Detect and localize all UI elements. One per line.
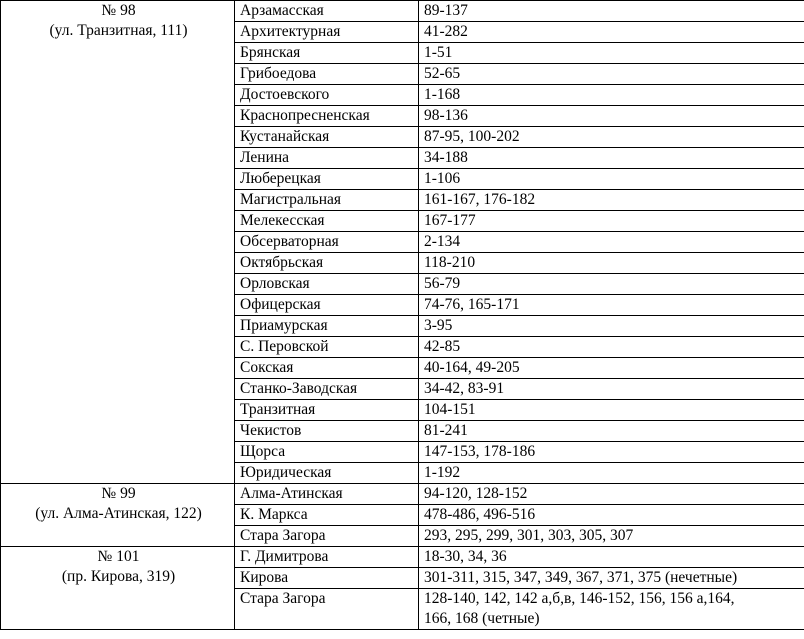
street-name: Транзитная	[235, 400, 419, 421]
house-numbers: 2-134	[419, 232, 804, 253]
street-name: Люберецкая	[235, 169, 419, 190]
street-name: Станко-Заводская	[235, 379, 419, 400]
house-numbers: 56-79	[419, 274, 804, 295]
street-name: Чекистов	[235, 421, 419, 442]
house-numbers: 40-164, 49-205	[419, 358, 804, 379]
house-numbers-line: 166, 168 (четные)	[424, 610, 540, 627]
street-name: Офицерская	[235, 295, 419, 316]
house-numbers: 1-192	[419, 463, 804, 484]
school-address: (ул. Транзитная, 111)	[49, 22, 188, 39]
street-name: Грибоедова	[235, 64, 419, 85]
school-number: № 98	[101, 2, 136, 19]
house-numbers: 104-151	[419, 400, 804, 421]
house-numbers	[419, 589, 804, 630]
street-name: Юридическая	[235, 463, 419, 484]
house-numbers: 94-120, 128-152	[419, 484, 804, 505]
table-row	[1, 547, 804, 568]
street-name: Стара Загора	[235, 589, 419, 630]
house-numbers: 89-137	[419, 1, 804, 22]
table-row	[1, 1, 804, 22]
house-numbers: 42-85	[419, 337, 804, 358]
house-numbers: 118-210	[419, 253, 804, 274]
school-number: № 101	[97, 548, 140, 565]
table-row	[1, 484, 804, 505]
house-numbers: 81-241	[419, 421, 804, 442]
street-name: Обсерваторная	[235, 232, 419, 253]
street-name: Орловская	[235, 274, 419, 295]
street-name: Г. Димитрова	[235, 547, 419, 568]
house-numbers: 3-95	[419, 316, 804, 337]
school-number: № 99	[101, 485, 136, 502]
house-numbers: 87-95, 100-202	[419, 127, 804, 148]
house-numbers: 1-106	[419, 169, 804, 190]
school-cell	[1, 1, 235, 484]
house-numbers: 293, 295, 299, 301, 303, 305, 307	[419, 526, 804, 547]
house-numbers: 18-30, 34, 36	[419, 547, 804, 568]
house-numbers: 478-486, 496-516	[419, 505, 804, 526]
school-cell	[1, 484, 235, 547]
school-address: (ул. Алма-Атинская, 122)	[35, 505, 202, 522]
street-name: Кирова	[235, 568, 419, 589]
street-name: Алма-Атинская	[235, 484, 419, 505]
school-address: (пр. Кирова, 319)	[61, 568, 176, 585]
house-numbers: 167-177	[419, 211, 804, 232]
street-name: Приамурская	[235, 316, 419, 337]
school-cell	[1, 547, 235, 630]
table-body	[1, 1, 804, 630]
street-name: Кустанайская	[235, 127, 419, 148]
house-numbers: 34-188	[419, 148, 804, 169]
house-numbers: 161-167, 176-182	[419, 190, 804, 211]
house-numbers-line: 128-140, 142, 142 а,б,в, 146-152, 156, 156 а,164,	[424, 590, 735, 607]
street-name: Арзамасская	[235, 1, 419, 22]
street-name: Ленина	[235, 148, 419, 169]
street-name: Магистральная	[235, 190, 419, 211]
house-numbers: 1-51	[419, 43, 804, 64]
street-name: С. Перовской	[235, 337, 419, 358]
house-numbers: 1-168	[419, 85, 804, 106]
street-name: Октябрьская	[235, 253, 419, 274]
street-name: Сокская	[235, 358, 419, 379]
street-name: Стара Загора	[235, 526, 419, 547]
house-numbers: 34-42, 83-91	[419, 379, 804, 400]
street-name: К. Маркса	[235, 505, 419, 526]
street-name: Брянская	[235, 43, 419, 64]
street-name: Щорса	[235, 442, 419, 463]
house-numbers: 41-282	[419, 22, 804, 43]
street-name: Архитектурная	[235, 22, 419, 43]
house-numbers: 98-136	[419, 106, 804, 127]
street-name: Краснопресненская	[235, 106, 419, 127]
house-numbers: 74-76, 165-171	[419, 295, 804, 316]
house-numbers: 301-311, 315, 347, 349, 367, 371, 375 (нечетные)	[419, 568, 804, 589]
house-numbers: 147-153, 178-186	[419, 442, 804, 463]
street-name: Мелекесская	[235, 211, 419, 232]
street-name: Достоевского	[235, 85, 419, 106]
house-numbers: 52-65	[419, 64, 804, 85]
